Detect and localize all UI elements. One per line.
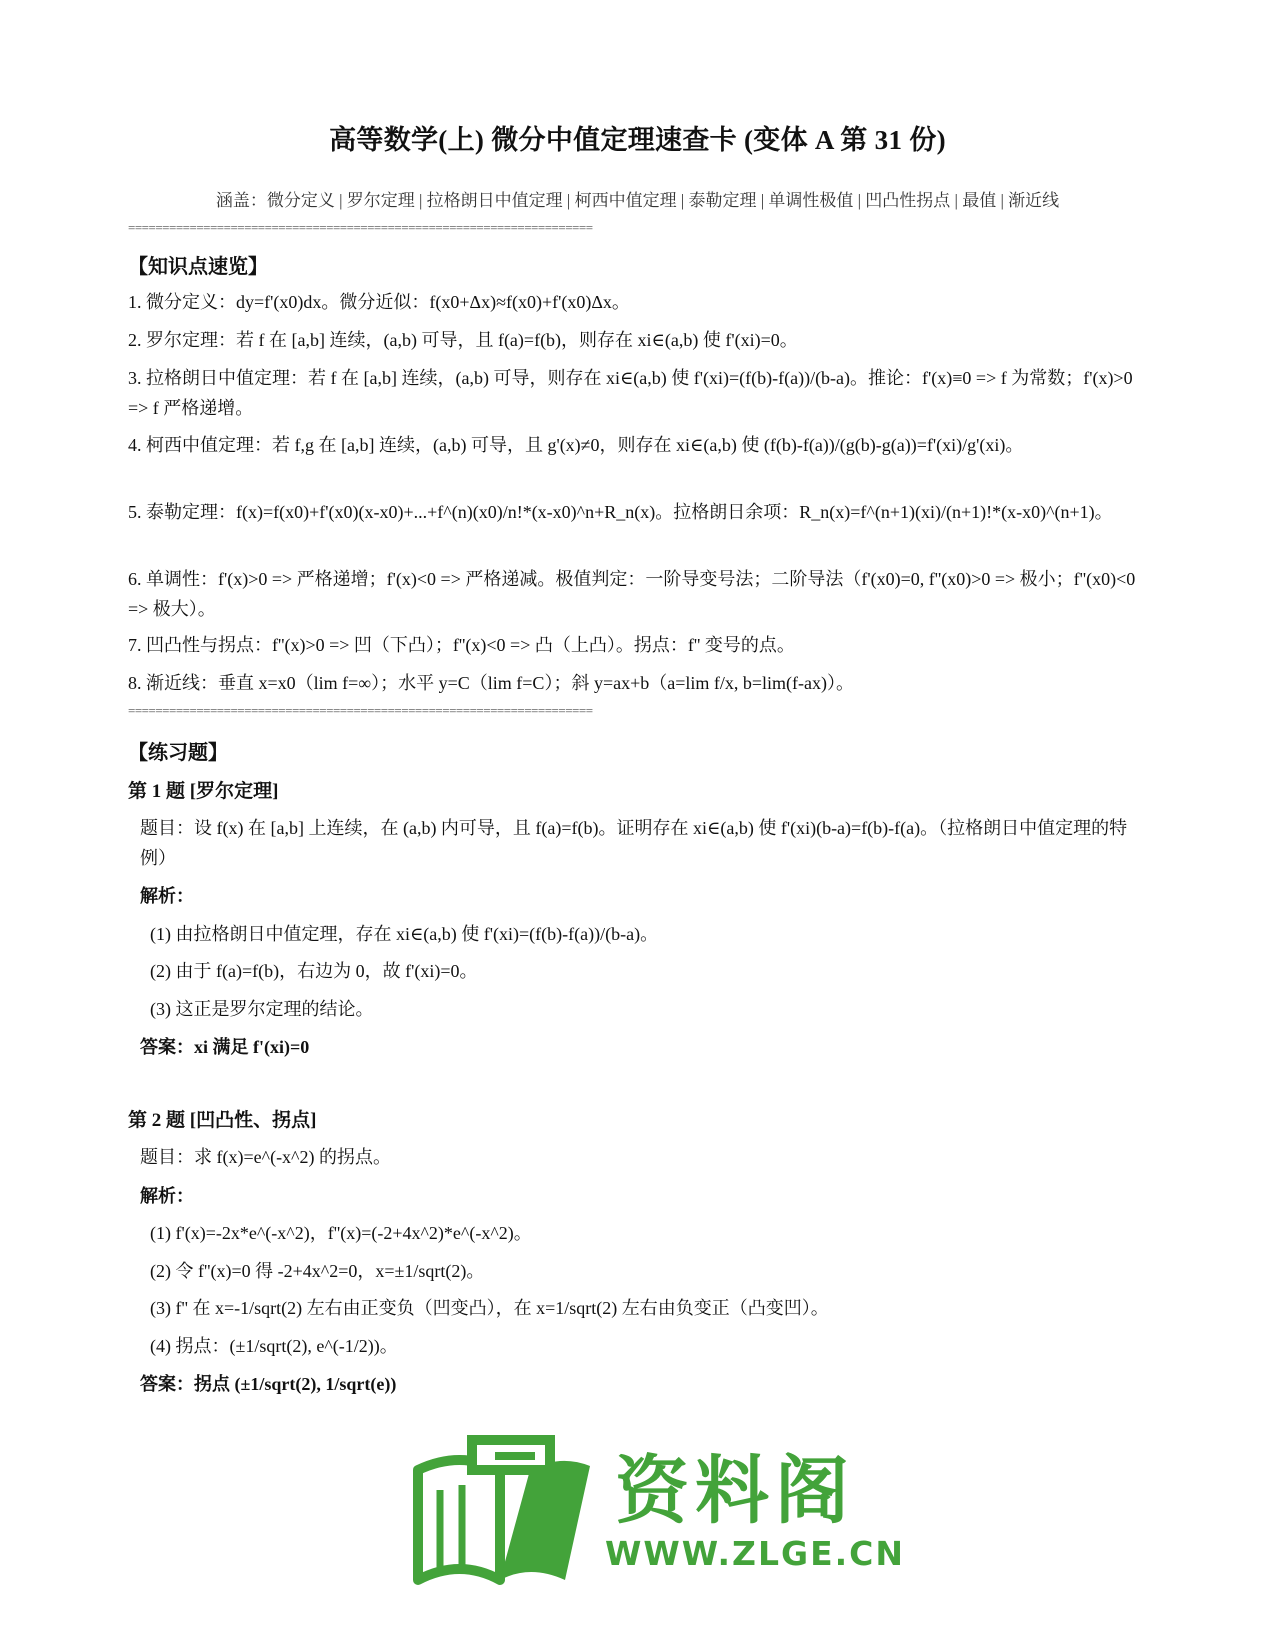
question-2-step-4: (4) 拐点：(±1/sqrt(2), e^(-1/2))。 (150, 1336, 398, 1356)
divider-top: ==================================================================== (128, 220, 593, 235)
question-2-title: 第 2 题 [凹凸性、拐点] (128, 1110, 317, 1131)
question-2-answer: 答案：拐点 (±1/sqrt(2), 1/sqrt(e)) (140, 1374, 397, 1394)
knowledge-item-5: 5. 泰勒定理：f(x)=f(x0)+f'(x0)(x-x0)+...+f^(n)(x0)/n!*(x-x0)^n+R_n(x)。拉格朗日余项：R_n(x)=f^(n+1)(xi)/(n+1)!*(x-x0)^(n+1)。 (128, 502, 1113, 522)
question-2-step-3: (3) f'' 在 x=-1/sqrt(2) 左右由正变负（凹变凸），在 x=1/sqrt(2) 左右由负变正（凸变凹）。 (150, 1298, 829, 1318)
book-icon (400, 1430, 600, 1600)
coverage-line: 涵盖：微分定义 | 罗尔定理 | 拉格朗日中值定理 | 柯西中值定理 | 泰勒定理 | 单调性极值 | 凹凸性拐点 | 最值 | 渐近线 (215, 191, 1060, 210)
question-1-step-1: (1) 由拉格朗日中值定理，存在 xi∈(a,b) 使 f'(xi)=(f(b)-f(a))/(b-a)。 (150, 924, 659, 944)
question-2-body: 题目：求 f(x)=e^(-x^2) 的拐点。 (140, 1147, 391, 1167)
question-1-step-3: (3) 这正是罗尔定理的结论。 (150, 999, 374, 1019)
question-2-step-2: (2) 令 f''(x)=0 得 -2+4x^2=0，x=±1/sqrt(2)。 (150, 1261, 485, 1281)
knowledge-item-2: 2. 罗尔定理：若 f 在 [a,b] 连续，(a,b) 可导，且 f(a)=f(b)，则存在 xi∈(a,b) 使 f'(xi)=0。 (128, 330, 798, 350)
question-1-answer: 答案：xi 满足 f'(xi)=0 (140, 1037, 310, 1057)
watermark-logo (400, 1430, 906, 1600)
question-1-body: 题目：设 f(x) 在 [a,b] 上连续，在 (a,b) 内可导，且 f(a)=f(b)。证明存在 xi∈(a,b) 使 f'(xi)(b-a)=f(b)-f(a)。（拉格朗日中值定理的特例） (140, 818, 1128, 868)
knowledge-item-4: 4. 柯西中值定理：若 f,g 在 [a,b] 连续，(a,b) 可导，且 g'(x)≠0，则存在 xi∈(a,b) 使 (f(b)-f(a))/(g(b)-g(a))=f'(xi)/g'(xi)。 (128, 435, 1024, 455)
knowledge-item-1: 1. 微分定义：dy=f'(x0)dx。微分近似：f(x0+Δx)≈f(x0)+f'(x0)Δx。 (128, 292, 630, 312)
knowledge-item-6: 6. 单调性：f'(x)>0 => 严格递增；f'(x)<0 => 严格递减。极值判定：一阶导变号法；二阶导法（f'(x0)=0, f''(x0)>0 => 极小；f''(x0)<0 => 极大）。 (128, 569, 1136, 619)
question-1-step-2: (2) 由于 f(a)=f(b)，右边为 0，故 f'(xi)=0。 (150, 961, 478, 981)
question-2-step-1: (1) f'(x)=-2x*e^(-x^2)，f''(x)=(-2+4x^2)*e^(-x^2)。 (150, 1223, 532, 1243)
page-title: 高等数学(上) 微分中值定理速查卡 (变体 A 第 31 份) (329, 125, 946, 155)
question-1-solution-label: 解析： (140, 886, 194, 906)
practice-section-title: 【练习题】 (128, 742, 228, 764)
question-2-solution-label: 解析： (140, 1186, 194, 1206)
watermark-name: 资料阁 (615, 1448, 855, 1534)
knowledge-item-7: 7. 凹凸性与拐点：f''(x)>0 => 凹（下凸）；f''(x)<0 => 凸（上凸）。拐点：f'' 变号的点。 (128, 635, 795, 655)
watermark-url: WWW.ZLGE.CN (605, 1534, 906, 1573)
divider-middle: ==================================================================== (128, 703, 593, 718)
knowledge-item-8: 8. 渐近线：垂直 x=x0（lim f=∞）；水平 y=C（lim f=C）；斜 y=ax+b（a=lim f/x, b=lim(f-ax)）。 (128, 673, 854, 693)
knowledge-item-3: 3. 拉格朗日中值定理：若 f 在 [a,b] 连续，(a,b) 可导，则存在 xi∈(a,b) 使 f'(xi)=(f(b)-f(a))/(b-a)。推论：f'(x)≡0 => f 为常数；f'(x)>0 => f 严格递增。 (128, 368, 1133, 418)
question-1-title: 第 1 题 [罗尔定理] (128, 781, 279, 802)
knowledge-section-title: 【知识点速览】 (128, 256, 268, 278)
